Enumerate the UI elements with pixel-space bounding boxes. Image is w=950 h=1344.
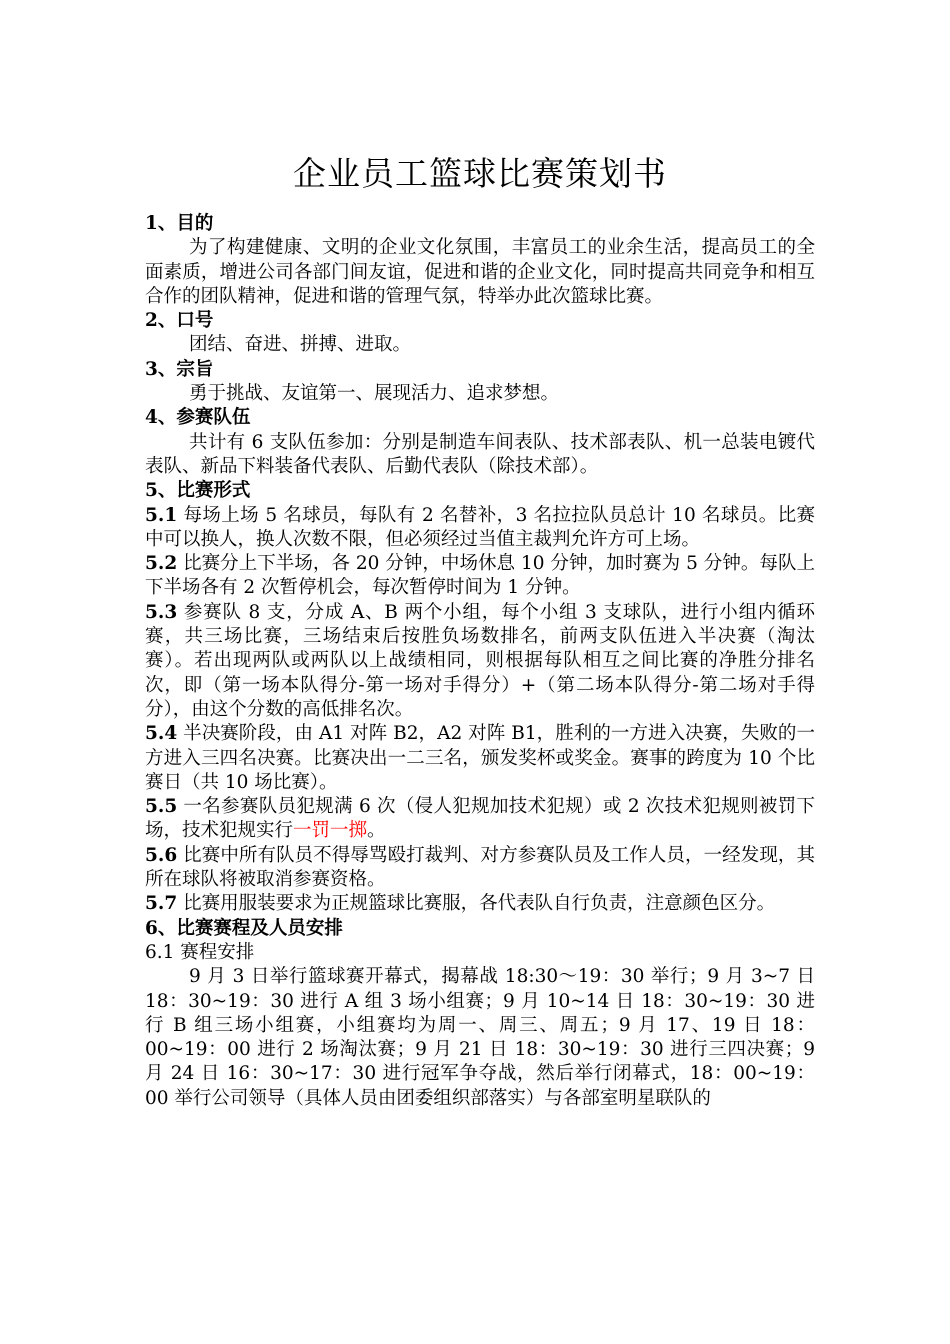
highlighted-rule-text: 一罚一掷 [293,820,368,842]
rule-item [145,722,815,795]
rule-text: 比赛用服装要求为正规篮球比赛服，各代表队自行负责，注意颜色区分。 [177,893,776,915]
document-body [145,212,815,1111]
rule-text: 比赛分上下半场，各 20 分钟，中场休息 10 分钟，加时赛为 5 分钟。每队上下半场各有 2 次暂停机会，每次暂停时间为 1 分钟。 [145,553,815,599]
section-heading-slogan: 2、口号 [145,310,214,332]
section-body-slogan: 团结、奋进、拼搏、进取。 [189,334,412,356]
rule-item [145,504,815,553]
rule-text: 一名参赛队员犯规满 6 次（侵人犯规加技术犯规）或 2 次技术犯规则被罚下场，技术犯规实行 [145,796,815,842]
section-heading-purpose: 1、目的 [145,213,214,234]
rule-number: 5.7 [145,893,178,915]
rule-number: 5.2 [145,553,178,575]
rule-text: 参赛队 8 支，分成 A、B 两个小组，每个小组 3 支球队，进行小组内循环赛，共三场比赛，三场结束后按胜负场数排名，前两支队伍进入半决赛（淘汰赛）。若出现两队或两队以上战绩相同，则根据每队相互之间比赛的净胜分排名次，即（第一场本队得分-第一场对手得分）+（第二场本队得分-第二场对手得分），由这个分数的高低排名次。 [145,601,815,720]
section-heading-teams: 4、参赛队伍 [145,407,251,429]
rule-text: 比赛中所有队员不得辱骂殴打裁判、对方参赛队员及工作人员，一经发现，其所在球队将被取消参赛资格。 [145,844,815,891]
section-heading-schedule: 6、比赛赛程及人员安排 [145,917,343,939]
rule-item [145,795,815,844]
section-body-teams: 共计有 6 支队伍参加：分别是制造车间表队、技术部表队、机一总装电镀代表队、新品下料装备代表队、后勤代表队（除技术部）。 [145,431,815,477]
rule-item [145,892,815,916]
rule-item [145,844,815,893]
rule-text-tail: 。 [367,820,386,842]
rule-number: 5.4 [145,723,178,745]
section-heading-format: 5、比赛形式 [145,480,251,502]
subsection-heading-schedule: 6.1 赛程安排 [145,941,255,963]
section-heading-aim: 3、宗旨 [145,358,214,380]
section-body-aim: 勇于挑战、友谊第一、展现活力、追求梦想。 [189,383,560,405]
page-title: 企业员工篮球比赛策划书 [293,154,667,194]
rule-number: 5.3 [145,601,178,623]
rule-text: 每场上场 5 名球员，每队有 2 名替补，3 名拉拉队员总计 10 名球员。比赛中可以换人，换人次数不限，但必须经过当值主裁判允许方可上场。 [145,504,815,550]
section-body-schedule: 9 月 3 日举行篮球赛开幕式，揭幕战 18:30～19：30 举行；9 月 3~7 日 18：30~19：30 进行 A 组 3 场小组赛；9 月 10~14 日 18：30~19：30 进行 B 组三场小组赛，小组赛均为周一、周三、周五；9 月 17、19 日 18：00~19：00 进行 2 场淘汰赛；9 月 21 日 18：30~19：30 进行三四决赛；9 月 24 日 16：30~17：30 进行冠军争夺战，然后举行闭幕式，18：00~19：00 举行公司领导（具体人员由团委组织部落实）与各部室明星联队的 [145,966,815,1109]
rule-number: 5.6 [145,844,178,866]
rule-number: 5.5 [145,796,178,818]
rule-text: 半决赛阶段，由 A1 对阵 B2，A2 对阵 B1，胜利的一方进入决赛，失败的一方进入三四名决赛。比赛决出一二三名，颁发奖杯或奖金。赛事的跨度为 10 个比赛日（共 10 场比赛）。 [145,723,815,793]
rule-item [145,601,815,722]
section-body-purpose: 为了构建健康、文明的企业文化氛围，丰富员工的业余生活，提高员工的全面素质，增进公司各部门间友谊，促进和谐的企业文化，同时提高共同竞争和相互合作的团队精神，促进和谐的管理气氛，特举办此次篮球比赛。 [145,237,815,307]
rule-number: 5.1 [145,504,178,526]
rule-item [145,552,815,601]
